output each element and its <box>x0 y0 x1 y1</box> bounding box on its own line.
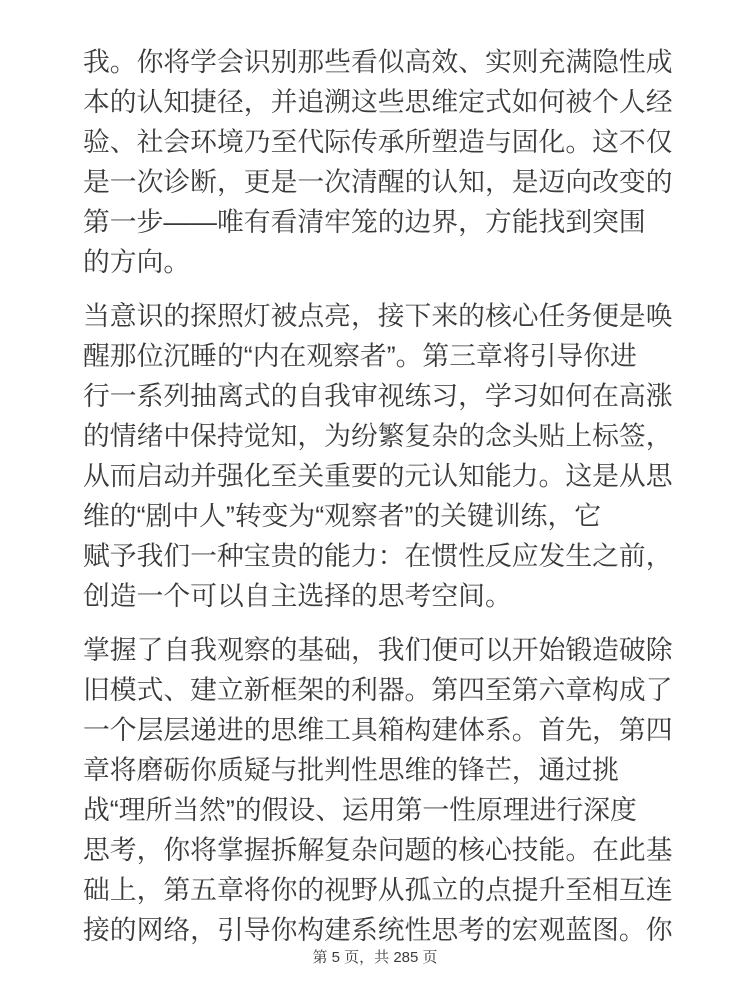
text-line: 章将磨砺你质疑与批判性思维的锋芒，通过挑 <box>83 755 619 785</box>
paragraph <box>83 296 680 616</box>
paragraph <box>83 42 680 282</box>
text-line: 行一系列抽离式的自我审视练习，学习如何在高涨 <box>83 381 673 411</box>
text-line: 第一步——唯有看清牢笼的边界，方能找到突围 <box>83 207 646 237</box>
paragraph <box>83 630 680 950</box>
text-line: 是一次诊断，更是一次清醒的认知，是迈向改变的 <box>83 167 673 197</box>
text-line: 赋予我们一种宝贵的能力：在惯性反应发生之前， <box>83 541 673 571</box>
text-line: 的情绪中保持觉知，为纷繁复杂的念头贴上标签， <box>83 421 673 451</box>
text-line: 我。你将学会识别那些看似高效、实则充满隐性成 <box>83 47 673 77</box>
text-line: 维的“剧中人”转变为“观察者”的关键训练，它 <box>83 501 602 531</box>
text-line: 创造一个可以自主选择的思考空间。 <box>83 581 512 611</box>
text-line: 思考，你将掌握拆解复杂问题的核心技能。在此基 <box>83 835 673 865</box>
text-line: 验、社会环境乃至代际传承所塑造与固化。这不仅 <box>83 127 673 157</box>
text-line: 础上，第五章将你的视野从孤立的点提升至相互连 <box>83 875 673 905</box>
text-line: 旧模式、建立新框架的利器。第四至第六章构成了 <box>83 675 673 705</box>
text-line: 当意识的探照灯被点亮，接下来的核心任务便是唤 <box>83 301 673 331</box>
text-line: 接的网络，引导你构建系统性思考的宏观蓝图。你 <box>83 915 673 945</box>
page-number-indicator: 第 5 页，共 285 页 <box>312 949 438 966</box>
text-line: 醒那位沉睡的“内在观察者”。第三章将引导你进 <box>83 341 637 371</box>
text-line: 本的认知捷径，并追溯这些思维定式如何被个人经 <box>83 87 673 117</box>
text-line: 一个层层递进的思维工具箱构建体系。首先，第四 <box>83 715 673 745</box>
text-line: 战“理所当然”的假设、运用第一性原理进行深度 <box>83 795 637 825</box>
text-line: 从而启动并强化至关重要的元认知能力。这是从思 <box>83 461 673 491</box>
text-line: 掌握了自我观察的基础，我们便可以开始锻造破除 <box>83 635 673 665</box>
text-line: 的方向。 <box>83 247 191 277</box>
